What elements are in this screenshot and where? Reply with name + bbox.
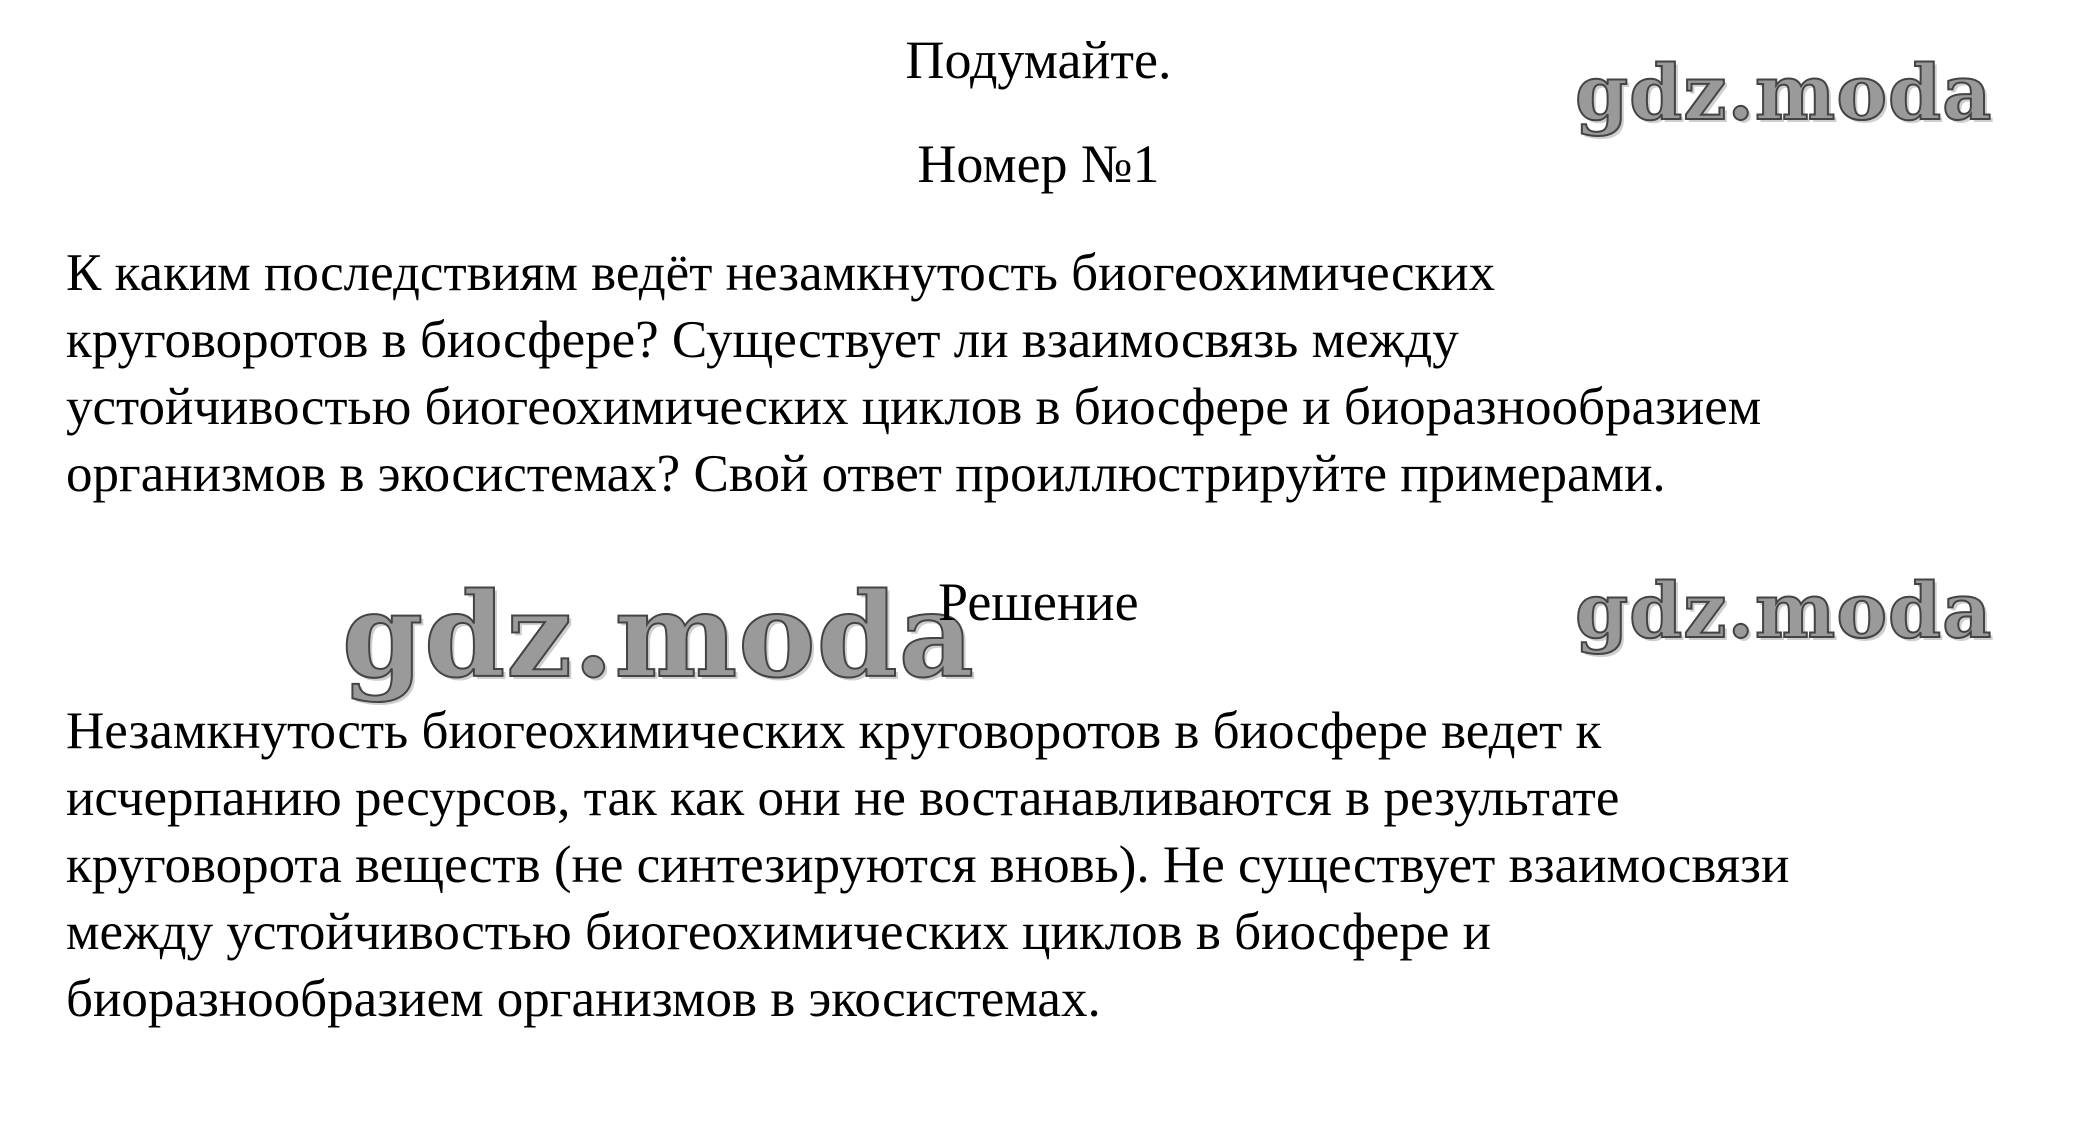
- watermark-logo-center: gdz.moda: [342, 568, 975, 704]
- question-line: К каким последствиям ведёт незамкнутость биогеохимических: [66, 244, 1496, 302]
- watermark-logo-right: gdz.moda: [1575, 566, 1993, 655]
- question-line: организмов в экосистемах? Свой ответ проиллюстрируйте примерами.: [66, 445, 1666, 503]
- question-line: круговоротов в биосфере? Существует ли взаимосвязь между: [66, 311, 1459, 369]
- task-number: Номер №1: [917, 134, 1160, 194]
- solution-line: между устойчивостью биогеохимических циклов в биосфере и: [66, 903, 1491, 961]
- solution-line: круговорота веществ (не синтезируются вновь). Не существует взаимосвязи: [66, 836, 1790, 894]
- watermark-logo-top-right: gdz.moda: [1575, 48, 1993, 137]
- question-text: [66, 240, 1761, 508]
- page-title-think: Подумайте.: [905, 30, 1172, 90]
- solution-line: исчерпанию ресурсов, так как они не востанавливаются в результате: [66, 769, 1620, 827]
- question-line: устойчивостью биогеохимических циклов в биосфере и биоразнообразием: [66, 378, 1762, 436]
- solution-text: [66, 698, 1789, 1033]
- solution-heading: Решение: [938, 572, 1139, 632]
- solution-line: Незамкнутость биогеохимических круговоротов в биосфере ведет к: [66, 702, 1602, 760]
- solution-line: биоразнообразием организмов в экосистемах.: [66, 970, 1101, 1028]
